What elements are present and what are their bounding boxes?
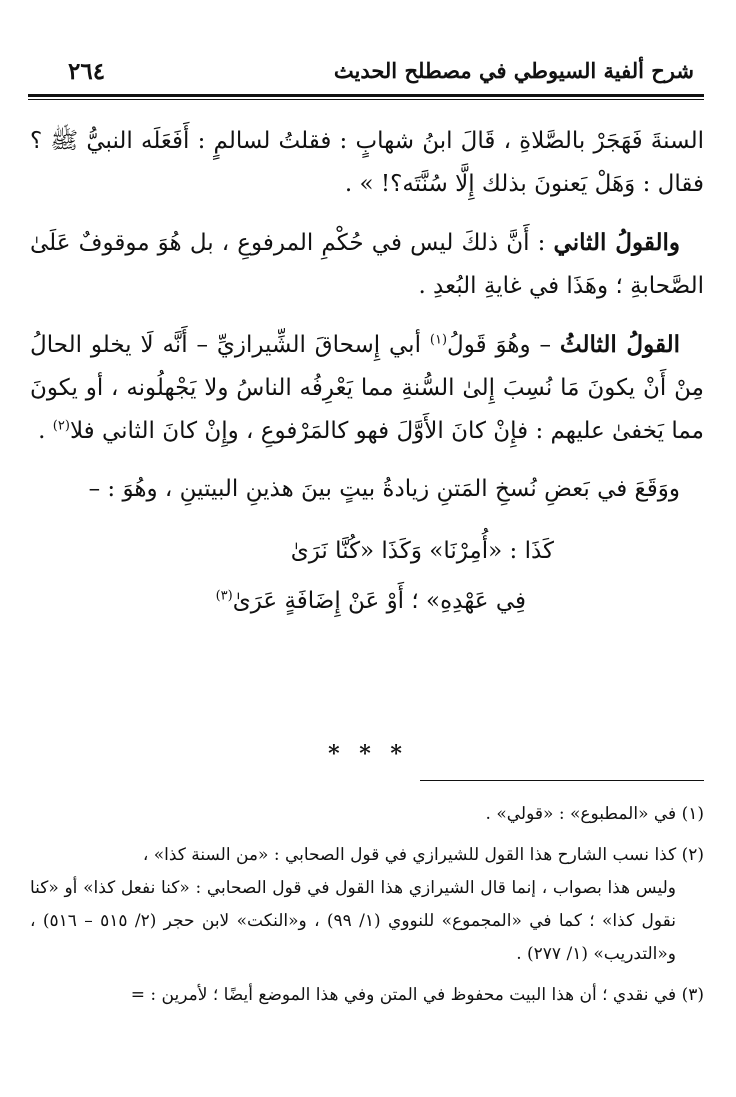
paragraph-2-heading: والقولُ الثاني <box>553 229 681 256</box>
footnote-ref-2: (٢) <box>52 418 70 434</box>
paragraph-1: السنةَ فَهَجَرْ بالصَّلاةِ ، قَالَ ابنُ شهابٍ : فقلتُ لسالمٍ : أَفَعَلَه النبيُّ ﷺ ؟ فقال : وَهَلْ يَعنونَ بذلك إِلَّا سُنَّتَه؟! » . <box>30 128 704 197</box>
header-rule-thick <box>28 94 704 97</box>
running-title: شرح ألفية السيوطي في مصطلح الحديث <box>333 58 694 83</box>
footnote-1: (١) في «المطبوع» : «قولي» . <box>485 804 704 824</box>
page-number: ٢٦٤ <box>68 58 106 85</box>
footnote-2-first-line: (٢) كذا نسب الشارح هذا القول للشيرازي في قول الصحابي : «من السنة كذا» ، <box>142 845 704 865</box>
footnote-2-continuation: وليس هذا بصواب ، إنما قال الشيرازي هذا القول في قول الصحابي : «كنا نفعل كذا» أو «كنا نقول كذا» ؛ كما في «المجموع» للنووي (١/ ٩٩) ، و«النكت» لابن حجر (٢/ ٥١٥ – ٥١٦) ، و«التدريب» (١/ ٢٧٧) . <box>30 878 676 964</box>
verse-block <box>30 526 704 626</box>
verse-line-2 <box>30 576 554 626</box>
paragraph-3-text: أبي إِسحاقَ الشِّيرازيِّ – أَنَّه لَا يخلو الحالُ مِنْ أَنْ يكونَ مَا نُسِبَ إِلىٰ السُّنةِ مما يَعْرِفُه الناسُ ولا يَجْهلُونه ، أو يكونَ مما يَخفىٰ عليهم : فإِنْ كانَ الأَوَّلَ فهو كالمَرْفوعِ ، وإِنْ كانَ الثاني فلا <box>30 332 704 444</box>
verse-line-2-text: فِي عَهْدِهِ» ؛ أَوْ عَنْ إِضَافَةٍ عَرَىٰ <box>232 588 526 614</box>
footnote-rule <box>420 780 704 781</box>
paragraph-4: ووَقَعَ في بَعضِ نُسخِ المَتنِ زيادةُ بيتٍ بينَ هذينِ البيتينِ ، وهُوَ : – <box>88 476 680 502</box>
footnote-2 <box>30 839 704 971</box>
paragraph-2 <box>30 221 704 308</box>
paragraph-3-aside: – وهُوَ قَولُ <box>447 332 551 358</box>
section-separator: * * * <box>328 741 408 767</box>
footnote-ref-1: (١) <box>429 332 448 348</box>
footnotes <box>30 798 704 1020</box>
paragraph-3 <box>30 323 704 453</box>
verse-line-1: كَذَا : «أُمِرْنَا» وَكَذَا «كُنَّا نَرَىٰ <box>290 538 554 564</box>
header-rule-thin <box>28 99 704 100</box>
footnote-3: (٣) في نقدي ؛ أن هذا البيت محفوظ في المتن وفي هذا الموضع أيضًا ؛ لأمرين : = <box>130 985 704 1005</box>
paragraph-3-heading: القولُ الثالثُ <box>559 331 681 358</box>
footnote-ref-3: (٣) <box>215 588 233 604</box>
running-header <box>28 58 704 98</box>
paragraph-2-text: : أَنَّ ذلكَ ليس في حُكْمِ المرفوعِ ، بل هُوَ موقوفٌ عَلَىٰ الصَّحابةِ ؛ وهَذَا في غايةِ البُعدِ . <box>30 230 704 299</box>
main-text <box>30 120 704 626</box>
paragraph-3-end: . <box>38 418 46 444</box>
